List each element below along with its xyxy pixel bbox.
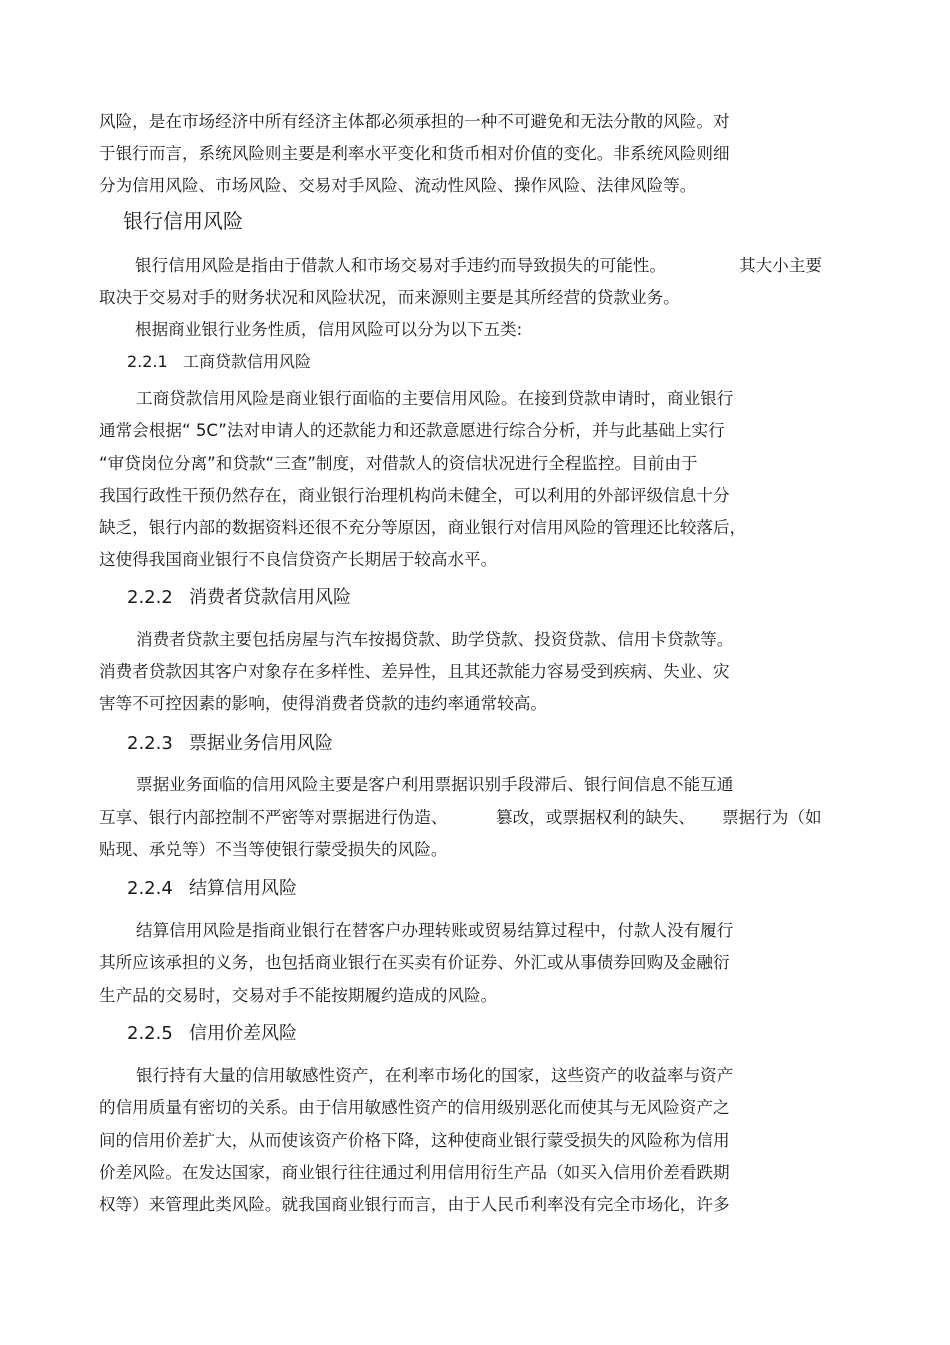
subsection-number: 2.2.4 [127, 878, 173, 899]
section-intro-line: 取决于交易对手的财务状况和风险状况，而来源则主要是其所经营的贷款业务。 [99, 288, 680, 307]
section-intro-line: 根据商业银行业务性质，信用风险可以分为以下五类: [135, 320, 523, 339]
subsection-heading [127, 351, 311, 373]
paragraph-line: “审贷岗位分离”和贷款“三查”制度，对借款人的资信状况进行全程监控。目前由于 [99, 454, 698, 473]
paragraph-line: 害等不可控因素的影响，使得消费者贷款的违约率通常较高。 [99, 694, 548, 713]
subsection-heading [127, 877, 297, 901]
subsection-number: 2.2.2 [127, 587, 173, 608]
paragraph-line: 银行持有大量的信用敏感性资产，在利率市场化的国家，这些资产的收益率与资产 [136, 1066, 734, 1085]
section-intro-line: 其大小主要 [739, 256, 822, 275]
paragraph-line: 票据行为（如 [722, 808, 822, 827]
subsection-number: 2.2.1 [127, 352, 168, 371]
paragraph-line: 这使得我国商业银行不良信贷资产长期居于较高水平。 [99, 550, 498, 569]
intro-line: 风险，是在市场经济中所有经济主体都必须承担的一种不可避免和无法分散的风险。对 [99, 112, 730, 131]
section-heading: 银行信用风险 [123, 209, 243, 233]
subsection-title: 消费者贷款信用风险 [189, 587, 351, 608]
paragraph-line: 我国行政性干预仍然存在，商业银行治理机构尚未健全，可以利用的外部评级信息十分 [99, 486, 730, 505]
paragraph-line: 价差风险。在发达国家，商业银行往往通过利用信用衍生产品（如买入信用价差看跌期 [99, 1163, 730, 1182]
paragraph-line: 生产品的交易时，交易对手不能按期履约造成的风险。 [99, 986, 498, 1005]
subsection-number: 2.2.5 [127, 1023, 173, 1044]
paragraph-line: 的信用质量有密切的关系。由于信用敏感性资产的信用级别恶化而使其与无风险资产之 [99, 1098, 730, 1117]
paragraph-line: 互享、银行内部控制不严密等对票据进行伪造、 [99, 808, 448, 827]
paragraph-line: 其所应该承担的义务，也包括商业银行在买卖有价证券、外汇或从事债券回购及金融衍 [99, 953, 730, 972]
subsection-title: 结算信用风险 [189, 878, 297, 899]
subsection-title: 信用价差风险 [189, 1023, 297, 1044]
paragraph-line: 消费者贷款因其客户对象存在多样性、差异性，且其还款能力容易受到疾病、失业、灾 [99, 662, 730, 681]
paragraph-line: 票据业务面临的信用风险主要是客户利用票据识别手段滞后、银行间信息不能互通 [136, 775, 734, 794]
subsection-heading [127, 732, 333, 756]
paragraph-line: 权等）来管理此类风险。就我国商业银行而言，由于人民币利率没有完全市场化，许多 [99, 1195, 730, 1214]
subsection-title: 票据业务信用风险 [189, 733, 333, 754]
paragraph-line: 间的信用价差扩大，从而使该资产价格下降，这种使商业银行蒙受损失的风险称为信用 [99, 1131, 730, 1150]
paragraph-line: 工商贷款信用风险是商业银行面临的主要信用风险。在接到贷款申请时，商业银行 [136, 389, 734, 408]
intro-line: 于银行而言，系统风险则主要是利率水平变化和货币相对价值的变化。非系统风险则细 [99, 144, 730, 163]
subsection-heading [127, 1022, 297, 1046]
subsection-title: 工商贷款信用风险 [183, 352, 312, 371]
paragraph-line: 消费者贷款主要包括房屋与汽车按揭贷款、助学贷款、投资贷款、信用卡贷款等。 [136, 630, 734, 649]
paragraph-line: 通常会根据“ 5C”法对申请人的还款能力和还款意愿进行综合分析，并与此基础上实行 [99, 421, 725, 440]
paragraph-line: 缺乏，银行内部的数据资料还很不充分等原因，商业银行对信用风险的管理还比较落后， [99, 518, 747, 537]
intro-line: 分为信用风险、市场风险、交易对手风险、流动性风险、操作风险、法律风险等。 [99, 176, 697, 195]
subsection-number: 2.2.3 [127, 733, 173, 754]
paragraph-line: 结算信用风险是指商业银行在替客户办理转账或贸易结算过程中，付款人没有履行 [136, 921, 734, 940]
subsection-heading [127, 586, 351, 610]
paragraph-line: 篡改，或票据权利的缺失、 [496, 808, 696, 827]
section-intro-line: 银行信用风险是指由于借款人和市场交易对手违约而导致损失的可能性。 [135, 256, 666, 275]
paragraph-line: 贴现、承兑等）不当等使银行蒙受损失的风险。 [99, 840, 448, 859]
